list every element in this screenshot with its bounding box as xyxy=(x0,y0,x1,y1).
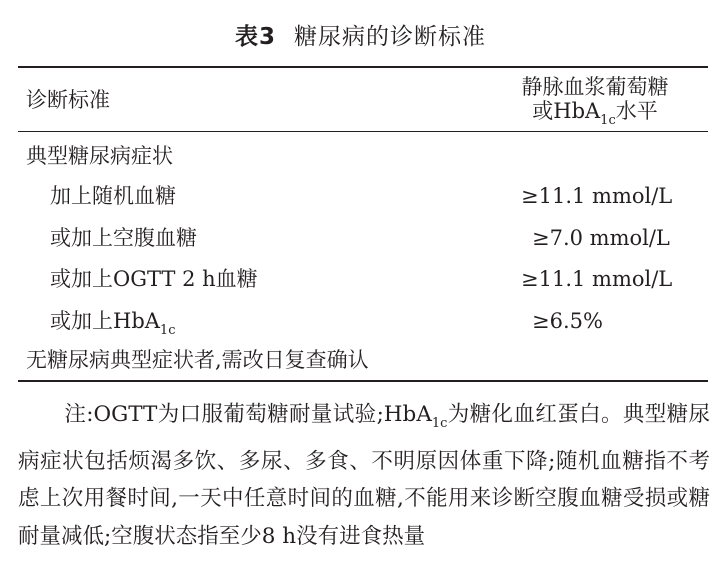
note-text-part2: 为糖化血红蛋白。典型糖尿病症状包括烦渴多饮、多尿、多食、不明原因体重下降;随机血糖指不考虑上次用餐时间,一天中任意时间的血糖,不能用来诊断空腹血糖受损或糖耐量减低;空腹状态指至少8 h没有进食热量 xyxy=(18,402,710,549)
top-rule xyxy=(18,66,708,68)
header-or: 或 xyxy=(532,98,554,123)
bottom-rule xyxy=(18,380,708,382)
table-number: 表3 xyxy=(234,24,276,50)
header-glucose-line2 xyxy=(532,98,658,128)
row-no-symptoms: 无糖尿病典型症状者,需改日复查确认 xyxy=(26,348,369,372)
row-fasting-glucose-value: ≥7.0 mmol/L xyxy=(532,226,670,250)
header-rule xyxy=(18,131,708,132)
row-random-glucose-label: 加上随机血糖 xyxy=(50,184,176,208)
row-hba1c-label xyxy=(50,311,175,337)
table-title-text: 糖尿病的诊断标准 xyxy=(294,24,486,50)
note-text-part1: 注:OGTT为口服葡萄糖耐量试验;HbA xyxy=(64,402,432,427)
header-glucose-line1: 静脉血浆葡萄糖 xyxy=(521,75,669,99)
header-level: 水平 xyxy=(615,98,658,123)
header-criteria: 诊断标准 xyxy=(26,88,110,112)
row-typical-symptoms: 典型糖尿病症状 xyxy=(26,144,173,168)
row-hba1c-value: ≥6.5% xyxy=(532,309,603,333)
header-hba: HbA xyxy=(553,98,601,123)
row-fasting-glucose-label: 或加上空腹血糖 xyxy=(50,226,197,250)
header-hba-sub: 1c xyxy=(600,112,616,128)
row-hba1c-label-text: 或加上HbA xyxy=(50,309,160,333)
row-hba1c-sub: 1c xyxy=(159,323,176,338)
note-hba1c-sub: 1c xyxy=(431,416,448,431)
row-ogtt-value: ≥11.1 mmol/L xyxy=(521,267,673,291)
row-random-glucose-value: ≥11.1 mmol/L xyxy=(521,184,673,208)
header-glucose-level xyxy=(480,76,710,128)
row-ogtt-label: 或加上OGTT 2 h血糖 xyxy=(50,267,258,291)
table-title xyxy=(0,18,721,51)
table-note xyxy=(18,396,710,555)
